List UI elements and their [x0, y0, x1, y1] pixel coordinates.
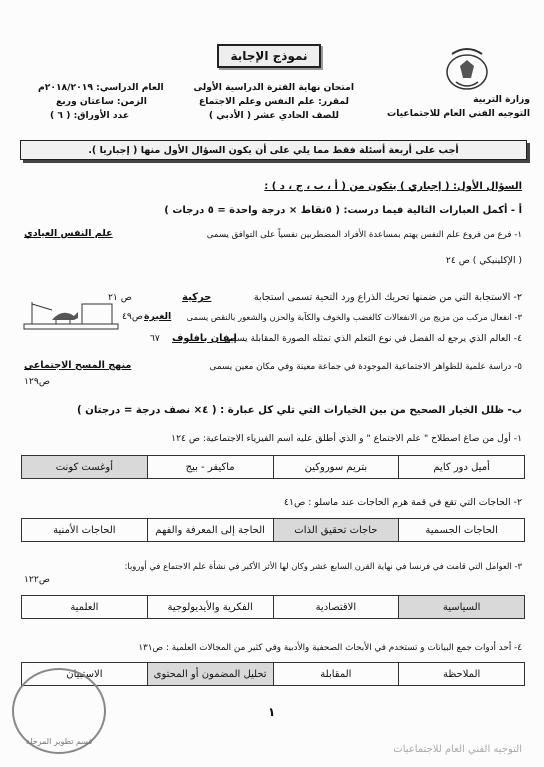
page-number: ١ [268, 705, 276, 719]
mcq-3-question: ٣- العوامل التي قامت في فرنسا في نهاية القرن السابع عشر وكان لها الأثر الأكبر في نشأة علم الاجتماع في أوروبا: [124, 561, 522, 571]
header-pages: عدد الأوراق: ( ٦ ) [50, 110, 130, 121]
item-4-answer: إيفان بافلوف [172, 333, 237, 344]
header-grade: للصف الحادي عشر ( الأدبي ) [208, 110, 339, 121]
item-5-page: ص١٢٩ [24, 376, 50, 387]
footer-directorate-stamp: التوجيه الفني العام للاجتماعيات [393, 744, 522, 755]
item-2-answer: حركية [182, 292, 212, 303]
header-time: الزمن: ساعتان وربع [56, 96, 147, 107]
part-a-title: أ - أكمل العبارات التالية فيما درست: ( ٥نقاط × درجة واحدة = ٥ درجات ) [164, 205, 522, 216]
mcq-4-option[interactable]: الاستبيان [22, 663, 148, 686]
item-1-text: ١- فرع من فروع علم النفس يهتم بمساعدة الأفراد المضطربين نفسياً على التوافق يسمى [206, 230, 522, 240]
item-5-answer: منهج المسح الاجتماعي [24, 360, 132, 371]
mcq-3-option[interactable]: الفكرية والأيديولوجية [147, 596, 273, 619]
mcq-3-options [21, 595, 525, 619]
mcq-2-option-selected[interactable]: حاجات تحقيق الذات [273, 519, 399, 542]
item-3-page: ص٤٩ [122, 311, 143, 322]
instruction-banner: أجب على أربعة أسئلة فقط مما يلي على أن يكون السؤال الأول منها ( إجباريا ). [20, 140, 527, 160]
mcq-2-option[interactable]: الحاجات الجسمية [399, 519, 525, 542]
q1-title: السؤال الأول: ( إجباري ) يتكون من ( أ ، ب ، ج ، د ) : [264, 181, 522, 192]
review-stamp [12, 668, 106, 754]
item-1-continuation: ( الإكلينيكي ) ص ٢٤ [445, 255, 522, 266]
mcq-1-option[interactable]: ماكيفر - بيج [147, 456, 273, 479]
item-3-text: ٣- انفعال مركب من مزيج من الانفعالات كالغضب والخوف والكآبة والحزن والشعور بالنقص يسمى [186, 312, 522, 322]
mcq-2-question: ٢- الحاجات التي تقع في قمة هرم الحاجات عند ماسلو : ص٤١ [283, 497, 522, 508]
header-directorate: التوجيه الفني العام للاجتماعيات [387, 108, 530, 119]
mcq-3-option-selected[interactable]: السياسية [399, 596, 525, 619]
mcq-1-option[interactable]: بتريم سوروكين [273, 456, 399, 479]
item-2-page: ص ٢١ [108, 292, 132, 303]
mcq-3-page: ص١٢٢ [24, 574, 50, 585]
mcq-3-option[interactable]: الاقتصادية [273, 596, 399, 619]
item-5-text: ٥- دراسة علمية للظواهر الاجتماعية الموجودة في جماعة معينة وفي مكان معين يسمى [209, 362, 522, 372]
item-1-answer: علم النفس العيادي [24, 228, 113, 239]
mcq-4-option-selected[interactable]: تحليل المضمون أو المحتوى [147, 663, 273, 686]
mcq-1-options [21, 455, 525, 479]
header-course: لمقرر: علم النفس وعلم الاجتماع [198, 96, 349, 107]
mcq-3-option[interactable]: العلمية [22, 596, 148, 619]
header-ministry: وزارة التربية [473, 94, 530, 105]
item-3-answer: الغيرة [144, 311, 172, 322]
mcq-4-option[interactable]: المقابلة [273, 663, 399, 686]
ministry-logo [438, 46, 496, 92]
mcq-1-option[interactable]: أميل دور كايم [399, 456, 525, 479]
header-exam: امتحان نهاية الفترة الدراسية الأولى [193, 82, 354, 93]
pavlov-experiment-illustration [22, 298, 120, 332]
item-4-page: ٦٧ [150, 333, 160, 344]
stamp-text: قسم تطوير المرحلة [25, 736, 93, 746]
mcq-4-option[interactable]: الملاحظة [399, 663, 525, 686]
item-2-text: ٢- الاستجابة التي من ضمنها تحريك الذراع ورد التحية تسمى استجابة [253, 292, 522, 303]
mcq-2-option[interactable]: الحاجة إلى المعرفة والفهم [147, 519, 273, 542]
header-year: العام الدراسي: ٢٠١٨/٢٠١٩م [38, 82, 164, 93]
part-b-title: ب- ظلل الخيار الصحيح من بين الخيارات التي تلي كل عبارة : ( ٤× نصف درجة = درجتان ) [76, 405, 522, 416]
mcq-4-question: ٤- أحد أدوات جمع البيانات و تستخدم في الأبحاث الصحفية والأدبية وفي كثير من المجالات العلمية : ص١٣١ [138, 643, 522, 653]
item-4-text: ٤- العالم الذي يرجع له الفضل في نوع التعلم الذي تمثله الصورة المقابلة يسمى [223, 333, 522, 344]
mcq-1-question: ١- أول من صاغ اصطلاح " علم الاجتماع " و الذي أطلق عليه اسم الفيزياء الاجتماعية: ص ١٢٤ [171, 433, 522, 444]
mcq-4-options [21, 662, 525, 686]
page-title: نموذج الإجابة [217, 44, 321, 68]
mcq-1-option-selected[interactable]: أوغست كونت [22, 456, 148, 479]
mcq-2-options [21, 518, 525, 542]
mcq-2-option[interactable]: الحاجات الأمنية [22, 519, 148, 542]
